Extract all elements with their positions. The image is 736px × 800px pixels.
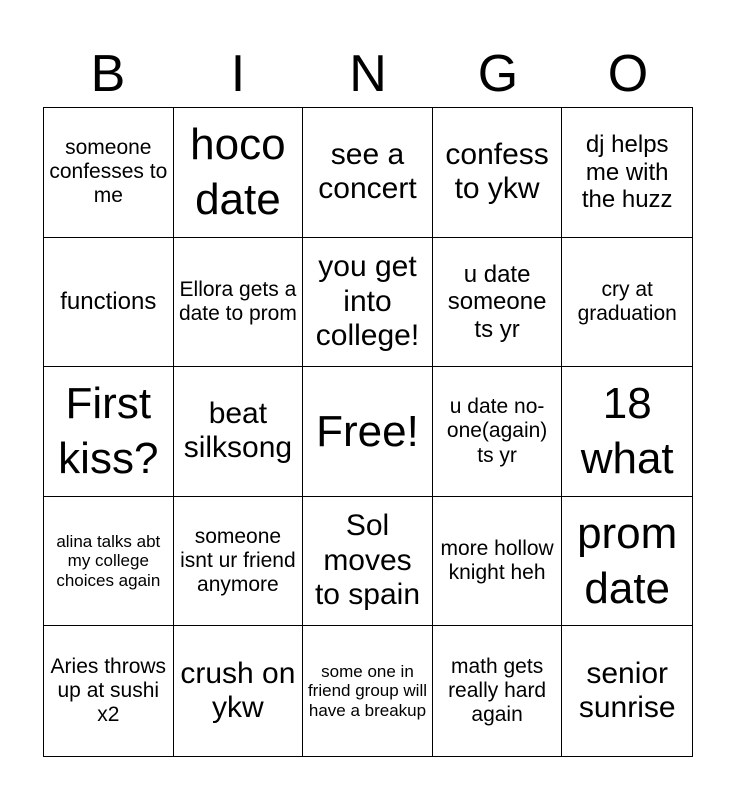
bingo-cell[interactable]: u date someone ts yr [433,238,563,368]
bingo-cell[interactable]: you get into college! [303,238,433,368]
bingo-cell[interactable]: see a concert [303,108,433,238]
bingo-cell[interactable]: functions [44,238,174,368]
bingo-cell[interactable]: someone isnt ur friend anymore [174,497,304,627]
bingo-cell[interactable]: someone confesses to me [44,108,174,238]
bingo-cell[interactable]: more hollow knight heh [433,497,563,627]
bingo-cell[interactable]: senior sunrise [578,656,676,725]
header-letter-i: I [230,45,246,103]
bingo-cell[interactable]: math gets really hard again [433,626,563,756]
bingo-cell[interactable]: u date no-one(again) ts yr [433,367,563,497]
bingo-cell[interactable]: cry at graduation [562,238,692,368]
bingo-cell-free[interactable]: Free! [303,367,433,497]
bingo-cell[interactable]: dj helps me with the huzz [562,108,692,238]
bingo-cell[interactable]: First kiss? [44,367,174,497]
bingo-cell[interactable]: crush on ykw [174,626,304,756]
bingo-cell[interactable]: hoco date [174,108,304,238]
header-letter-b: B [90,45,126,103]
bingo-cell[interactable]: prom date [562,497,692,627]
bingo-cell[interactable]: Aries throws up at sushi x2 [44,626,174,756]
bingo-card-grid [43,107,693,757]
bingo-cell[interactable]: some one in friend group will have a breakup [303,626,433,756]
bingo-cell[interactable]: confess to ykw [433,108,563,238]
header-letter-o: O [607,45,649,103]
bingo-header [43,40,693,108]
bingo-cell[interactable]: alina talks abt my college choices again [44,497,174,627]
bingo-cell[interactable]: beat silksong [174,367,304,497]
bingo-cell[interactable]: 18 what [562,367,692,497]
header-letter-n: N [349,45,387,103]
bingo-cell[interactable]: Sol moves to spain [303,497,433,627]
bingo-cell[interactable]: Ellora gets a date to prom [174,238,304,368]
header-letter-g: G [477,45,519,103]
